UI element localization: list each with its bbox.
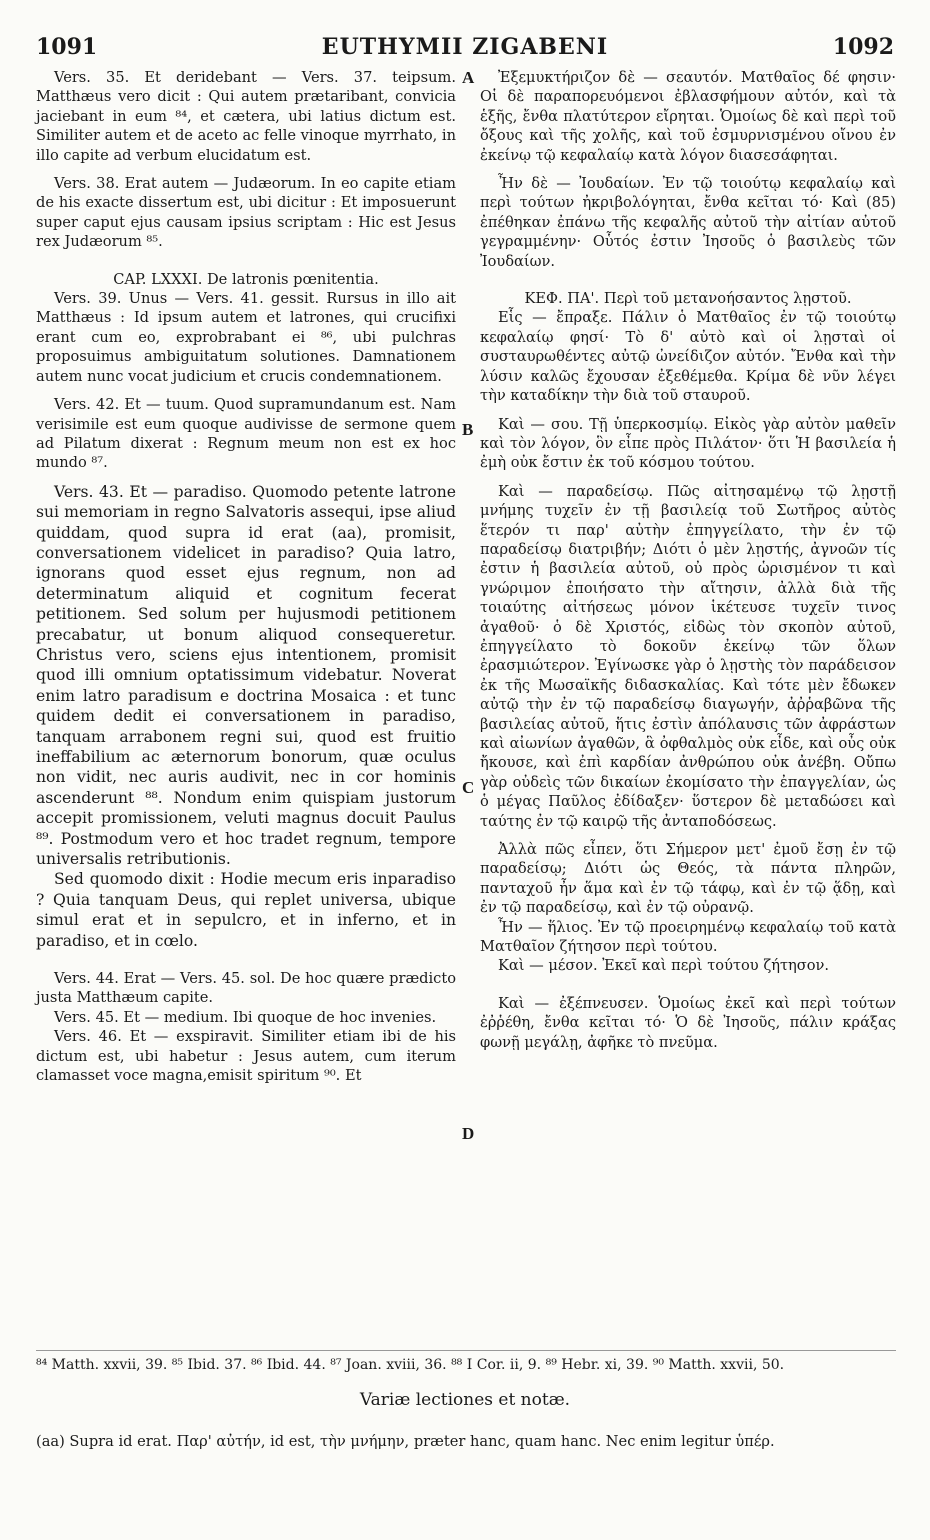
latin-column [36, 68, 456, 1086]
latin-paragraph: Vers. 38. Erat autem — Judæorum. In eo capite etiam de his exacte dissertum est, ubi dicitur : Et imposuerunt super caput ejus causam ipsius scriptam : Hic est Jesus rex Judæorum ⁸⁵. [36, 175, 456, 251]
greek-paragraph: Καὶ — παραδείσῳ. Πῶς αἰτησαμένῳ τῷ λῃστῇ μνήμης τυχεῖν ἐν τῇ βασιλείᾳ τοῦ Σωτῆρος αὐτὸς ἕτερόν τι παρ' αὐτὴν ἐπηγγείλατο, τὴν ἐν τῷ παραδείσῳ διατριβήν; Διότι ὁ μὲν λῃστής, ἀγνοῶν τίς ἐστιν ἡ βασιλεία αὐτοῦ, οὐ πρὸς ὡρισμένον τι καὶ γνώριμον ἐποιήσατο τὴν αἴτησιν, ἀλλὰ διὰ τῆς τοιαύτης αἰτήσεως μόνον ἱκέτευσε τυχεῖν τινος ἀγαθοῦ· ὁ δὲ Χριστός, εἰδὼς τὸν σκοπὸν αὐτοῦ, ἐπηγγείλατο τὸ δοκοῦν ἐκείνῳ τῶν ὅλων ἐρασμιώτερον. Ἐγίνωσκε γὰρ ὁ λῃστὴς τὸν παράδεισον ἐκ τῆς Μωσαϊκῆς διδασκαλίας. Καὶ τότε μὲν ἔδωκεν αὐτῷ τὴν ἐν τῷ παραδείσῳ διαγωγήν, ἀῤῥαβῶνα τῆς βασιλείας αὐτοῦ, ἥτις ἐστὶν ἀπόλαυσις τῶν ἀφράστων καὶ αἰωνίων ἀγαθῶν, ἃ ὀφθαλμὸς οὐκ εἶδε, καὶ οὖς οὐκ ἤκουσε, καὶ ἐπὶ καρδίαν ἀνθρώπου οὐκ ἀνέβη. Οὔπω γὰρ οὐδεὶς τῶν δικαίων ἐκομίσατο τὴν ἐπαγγελίαν, ὡς ὁ μέγας Παῦλος ἐδίδαξεν· ὕστερον δὲ μεταδώσει καὶ ταύτης ἐν τῷ καιρῷ τῆς ἀνταποδόσεως. [480, 482, 896, 830]
footnotes: ⁸⁴ Matth. xxvii, 39. ⁸⁵ Ibid. 37. ⁸⁶ Ibid. 44. ⁸⁷ Joan. xviii, 36. ⁸⁸ I Cor. ii, 9. ⁸⁹ Hebr. xi, 39. ⁹⁰ Matth. xxvii, 50. [36, 1357, 785, 1373]
greek-column [480, 68, 896, 1052]
latin-paragraph: Vers. 42. Et — tuum. Quod supramundanum est. Nam verisimile est eum quoque audivisse de sermone quem ad Pilatum dixerat : Regnum meum non est ex hoc mundo ⁸⁷. [36, 396, 456, 472]
running-title: EUTHYMII ZIGABENI [321, 34, 609, 60]
margin-letter-b: B [462, 420, 474, 439]
greek-paragraph: Καὶ — σου. Τῇ ὑπερκοσμίῳ. Εἰκὸς γὰρ αὐτὸν μαθεῖν καὶ τὸν λόγον, ὃν εἶπε πρὸς Πιλάτον· ὅτι Ἡ βασιλεία ἡ ἐμὴ οὐκ ἔστιν ἐκ τοῦ κόσμου τούτου. [480, 415, 896, 472]
latin-paragraph: Vers. 44. Erat — Vers. 45. sol. De hoc quære prædicto justa Matthæum capite. [36, 970, 456, 1007]
footnote-divider [36, 1350, 896, 1351]
latin-paragraph: Vers. 43. Et — paradiso. Quomodo petente latrone sui memoriam in regno Salvatoris assequi, ipse aliud quiddam, quod supra id erat (aa), promisit, conversationem videlicet in paradiso? Quia latro, ignorans quod esset ejus regnum, non ad determinatum aliquid et cognitum fecerat petitionem. Sed solum per hujusmodi petitionem precabatur, ut bonum aliquod consequeretur. Christus vero, sciens ejus intentionem, promisit quod illi omnium optatissimum videbatur. Noverat enim latro paradisum e doctrina Mosaica : et tunc quidem dedit ei conversationem in paradiso, tanquam arrabonem regni sui, quod est fruitio ineffabilium ac æternorum bonorum, quæ oculus non vidit, nec auris audivit, nec in cor hominis ascenderunt ⁸⁸. Nondum enim quispiam justorum accepit promissionem, veluti magnus docuit Paulus ⁸⁹. Postmodum vero et hoc tradet regnum, tempore universalis retributionis. [36, 482, 456, 869]
running-header [36, 34, 894, 64]
latin-paragraph: Sed quomodo dixit : Hodie mecum eris inparadiso ? Quia tanquam Deus, qui replet universa, ubique simul erat et in sepulcro, et in inferno, et in paradiso, et in cœlo. [36, 870, 456, 950]
margin-letter-c: C [462, 778, 475, 797]
right-page-number: 1092 [832, 34, 894, 60]
greek-paragraph: Ἐξεμυκτήριζον δὲ — σεαυτόν. Ματθαῖος δέ φησιν· Οἱ δὲ παραπορευόμενοι ἐβλασφήμουν αὐτόν, καὶ τὰ ἑξῆς, ἔνθα πλατύτερον εἴρηται. Ὁμοίως δὲ καὶ περὶ τοῦ ὄξους καὶ τῆς χολῆς, καὶ τοῦ ἐσμυρνισμένου οἴνου ἐν ἐκείνῳ τῷ κεφαλαίῳ κατὰ λόγον διασεσάφηται. [480, 69, 896, 164]
variae-lectiones-text: (aa) Supra id erat. Παρ' αὐτήν, id est, τὴν μνήμην, præter hanc, quam hanc. Nec enim legitur ὑπέρ. [36, 1433, 775, 1450]
latin-chapter-heading: CAP. LXXXI. De latronis pœnitentia. [113, 270, 379, 288]
variae-lectiones-title: Variæ lectiones et notæ. [359, 1390, 571, 1410]
greek-paragraph: Ἦν — ἥλιος. Ἐν τῷ προειρημένῳ κεφαλαίῳ τοῦ κατὰ Ματθαῖον ζήτησον περὶ τούτου. [480, 918, 896, 956]
latin-paragraph: Vers. 39. Unus — Vers. 41. gessit. Rursus in illo ait Matthæus : Id ipsum autem et latrones, qui crucifixi erant cum eo, exprobrabant ei ⁸⁶, ubi pulchras proposuimus ambiguitatum solutiones. Damnationem autem nunc vocat judicium et crucis condemnationem. [36, 290, 456, 385]
latin-paragraph: Vers. 35. Et deridebant — Vers. 37. teipsum. Matthæus vero dicit : Qui autem prætaribant, convicia jaciebant in eum ⁸⁴, et cætera, ubi latius dictum est. Similiter autem et de aceto ac felle vinoque myrrhato, in illo capite ad verbum elucidatum est. [36, 69, 456, 164]
greek-paragraph: Καὶ — ἐξέπνευσεν. Ὁμοίως ἐκεῖ καὶ περὶ τούτων ἐῤῥέθη, ἔνθα κεῖται τό· Ὁ δὲ Ἰησοῦς, πάλιν κράξας φωνῇ μεγάλῃ, ἀφῆκε τὸ πνεῦμα. [480, 994, 896, 1051]
greek-paragraph: Ἀλλὰ πῶς εἶπεν, ὅτι Σήμερον μετ' ἐμοῦ ἔσῃ ἐν τῷ παραδείσῳ; Διότι ὡς Θεός, τὰ πάντα πληρῶν, πανταχοῦ ἦν ἅμα καὶ ἐν τῷ τάφῳ, καὶ ἐν τῷ ᾅδῃ, καὶ ἐν τῷ παραδείσῳ, καὶ ἐν τῷ οὐρανῷ. [480, 841, 896, 917]
greek-paragraph: Καὶ — μέσον. Ἐκεῖ καὶ περὶ τούτου ζήτησον. [498, 957, 830, 975]
margin-letter-d: D [462, 1124, 475, 1143]
greek-paragraph: Εἷς — ἔπραξε. Πάλιν ὁ Ματθαῖος ἐν τῷ τοιούτῳ κεφαλαίῳ φησί· Τὸ δ' αὐτὸ καὶ οἱ λῃσταὶ οἱ συσταυρωθέντες αὐτῷ ὠνείδιζον αὐτόν. Ἔνθα καὶ τὴν λύσιν καλῶς ἔχουσαν ἐξεθέμεθα. Κρίμα δὲ νῦν λέγει τὴν καταδίκην τὴν διὰ τοῦ σταυροῦ. [480, 309, 896, 405]
latin-paragraph: Vers. 45. Et — medium. Ibi quoque de hoc invenies. [54, 1008, 437, 1026]
left-page-number: 1091 [36, 34, 98, 60]
greek-paragraph: Ἦν δὲ — Ἰουδαίων. Ἐν τῷ τοιούτῳ κεφαλαίῳ καὶ περὶ τούτων ἠκριβολόγηται, ἔνθα κεῖται τό· Καὶ (85) ἐπέθηκαν ἐπάνω τῆς κεφαλῆς αὐτοῦ τὴν αἰτίαν αὐτοῦ γεγραμμένην· Οὗτός ἐστιν Ἰησοῦς ὁ βασιλεὺς τῶν Ἰουδαίων. [480, 175, 896, 270]
greek-chapter-heading: ΚΕΦ. ΠΑ'. Περὶ τοῦ μετανοήσαντος λῃστοῦ. [524, 290, 852, 308]
latin-paragraph: Vers. 46. Et — exspiravit. Similiter etiam ibi de his dictum est, ubi habetur : Jesus autem, cum iterum clamasset voce magna,emisit spiritum ⁹⁰. Et [36, 1028, 456, 1085]
margin-letter-a: A [462, 68, 475, 87]
